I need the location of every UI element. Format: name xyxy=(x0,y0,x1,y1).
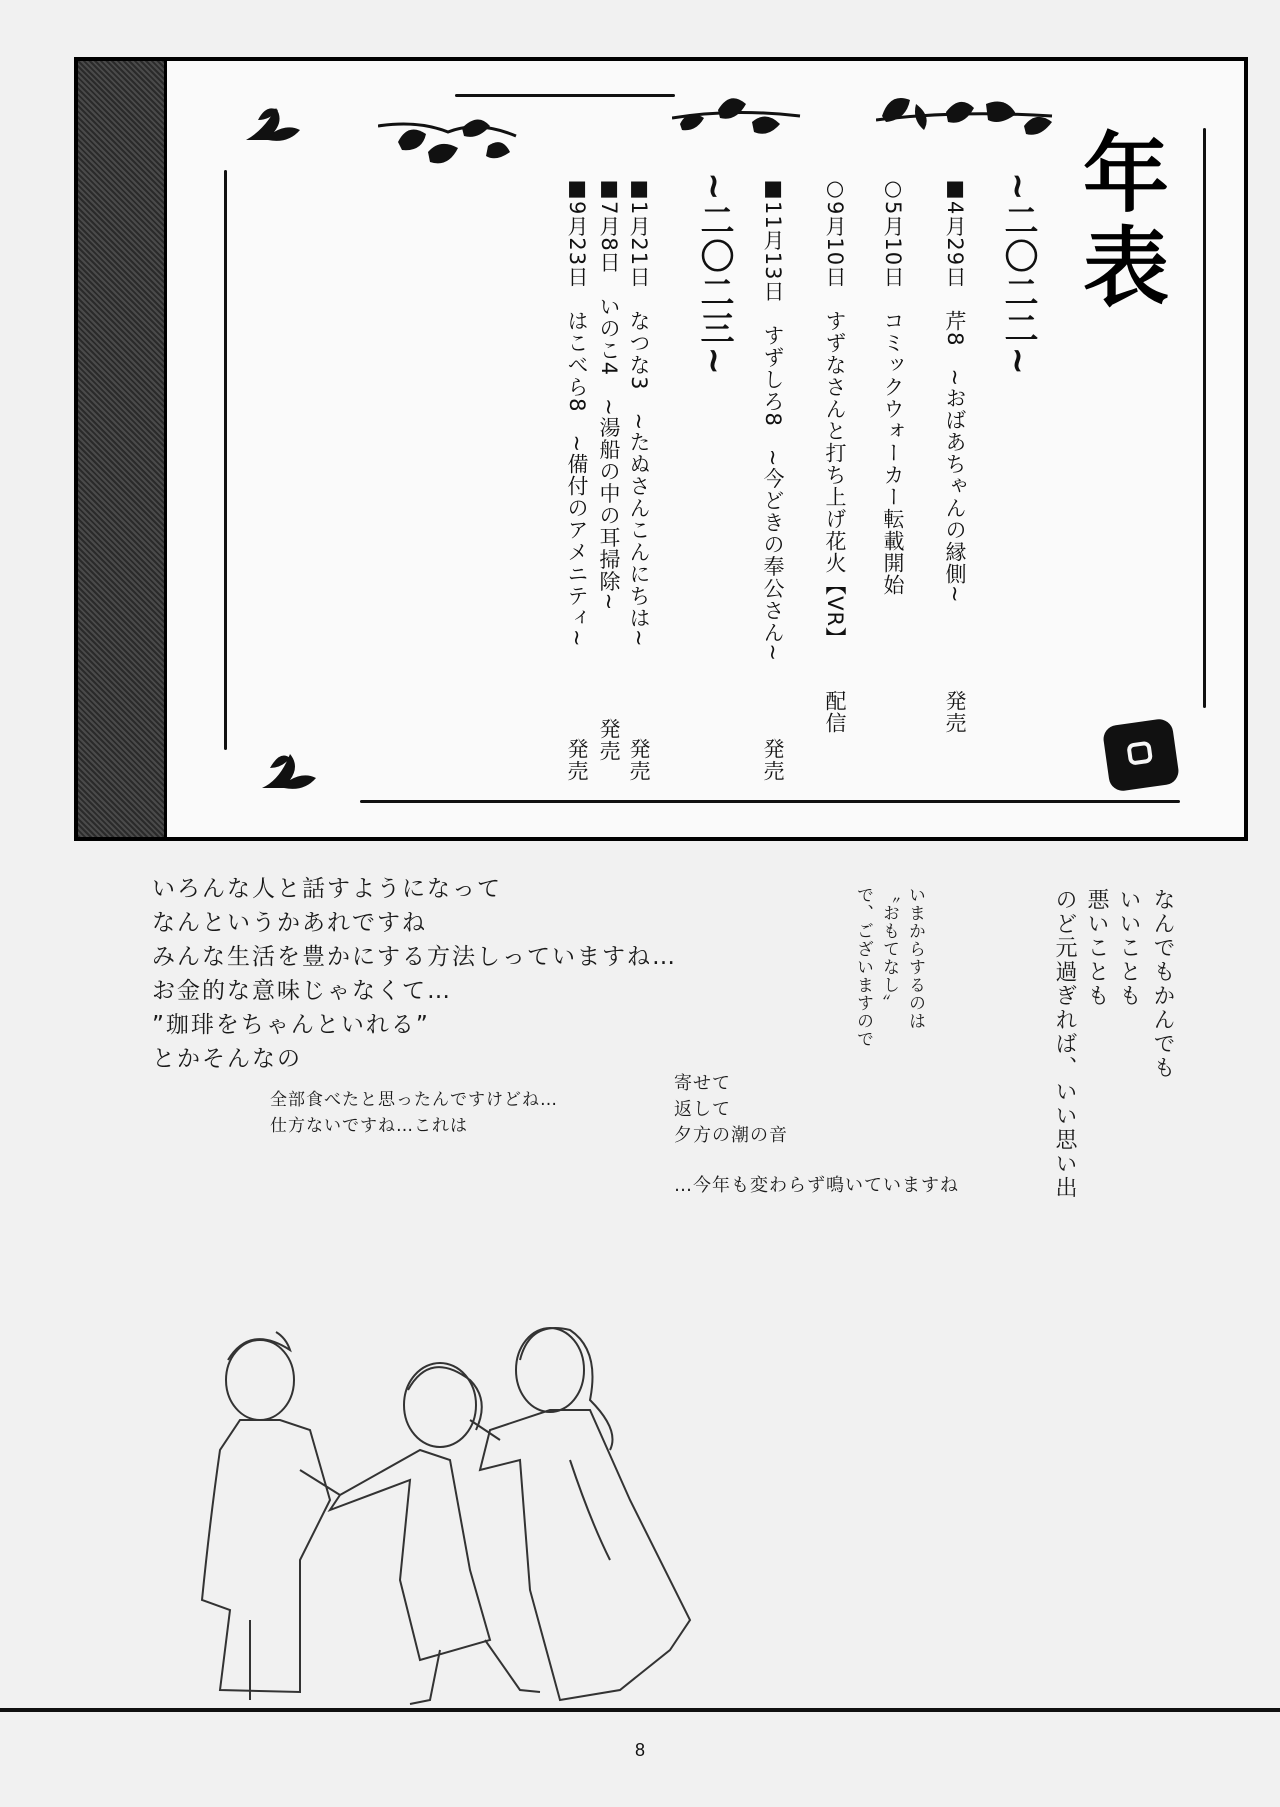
dialogue-line: なんというかあれですね xyxy=(152,910,427,936)
three-characters-illustration xyxy=(190,1320,720,1714)
leaf-ornament-icon xyxy=(876,86,1056,146)
hatched-band xyxy=(78,61,167,837)
entry-status: 発売 xyxy=(627,738,651,782)
dialogue-line: みんな生活を豊かにする方法しっていますね… xyxy=(152,944,677,970)
entry-text: ■7月8日 いのこ4 ~湯船の中の耳掃除~ xyxy=(597,176,621,612)
timeline-entry xyxy=(592,176,624,796)
dialogue-line: ”珈琲をちゃんといれる” xyxy=(152,1012,430,1038)
bottom-frame-rule xyxy=(360,800,1180,803)
entry-status: 発売 xyxy=(761,738,785,782)
vertical-line: いいことも xyxy=(1116,888,1141,1008)
vertical-line: 〝おもてなし〟 xyxy=(879,886,899,1012)
entry-text: ■11月13日 すずしろ8 ~今どきの奉公さん~ xyxy=(761,176,785,662)
entry-text: ■1月21日 なつな3 ~たぬさんこんにちは~ xyxy=(627,176,651,648)
dialogue-line: 返して xyxy=(674,1099,731,1120)
timeline-entry xyxy=(560,176,592,796)
vertical-line: なんでもかんでも xyxy=(1150,888,1175,1080)
timeline-entry xyxy=(938,176,970,796)
entry-status: 発売 xyxy=(597,718,621,762)
entry-text: ○5月10日 コミックウォーカー転載開始 xyxy=(881,176,905,597)
bottom-rule xyxy=(0,1708,1280,1712)
vertical-line: 悪いことも xyxy=(1084,888,1109,1008)
entry-status: 発売 xyxy=(943,690,967,734)
entry-status: 配信 xyxy=(823,690,847,734)
dialogue-line: 全部食べたと思ったんですけどね… xyxy=(270,1090,558,1110)
dialogue-line: お金的な意味じゃなくて… xyxy=(152,978,452,1004)
seal-stamp-icon xyxy=(1102,717,1181,792)
dialogue-line: 夕方の潮の音 xyxy=(674,1125,788,1146)
leaf-ornament-icon xyxy=(672,88,802,144)
year-heading-2023: ~二〇二三~ xyxy=(694,172,734,377)
timeline-entry xyxy=(756,176,788,796)
dialogue-line: …今年も変わらず鳴いていますね xyxy=(674,1175,959,1196)
vertical-line: で、ございますので xyxy=(853,886,873,1048)
entry-text: ○9月10日 すずなさんと打ち上げ花火【VR】 xyxy=(823,176,847,650)
timeline-entry xyxy=(876,176,908,796)
top-rule xyxy=(455,94,675,97)
timeline-entry xyxy=(818,176,850,796)
year-heading-2022: ~二〇二二~ xyxy=(998,172,1038,377)
dialogue-line: とかそんなの xyxy=(152,1046,302,1072)
dialogue-line: 仕方ないですね…これは xyxy=(270,1116,468,1136)
leaf-ornament-icon xyxy=(378,112,518,176)
timeline-entry xyxy=(622,176,654,796)
left-frame-rule xyxy=(224,170,227,750)
leaf-ornament-icon xyxy=(260,744,320,792)
page-number: 8 xyxy=(634,1740,645,1760)
entry-text: ■9月23日 はこべら8 ~備付のアメニティ~ xyxy=(565,176,589,648)
dialogue-line: いろんな人と話すようになって xyxy=(152,876,502,902)
vertical-line: のど元過ぎれば、いい思い出 xyxy=(1052,888,1077,1200)
page-title: 年表 xyxy=(1068,128,1168,316)
leaf-ornament-icon xyxy=(244,100,304,148)
entry-text: ■4月29日 芹8 ~おばあちゃんの縁側~ xyxy=(943,176,967,604)
vertical-line: いまからするのは xyxy=(905,886,925,1030)
dialogue-line: 寄せて xyxy=(674,1073,731,1094)
entry-status: 発売 xyxy=(565,738,589,782)
right-frame-rule xyxy=(1203,128,1206,708)
